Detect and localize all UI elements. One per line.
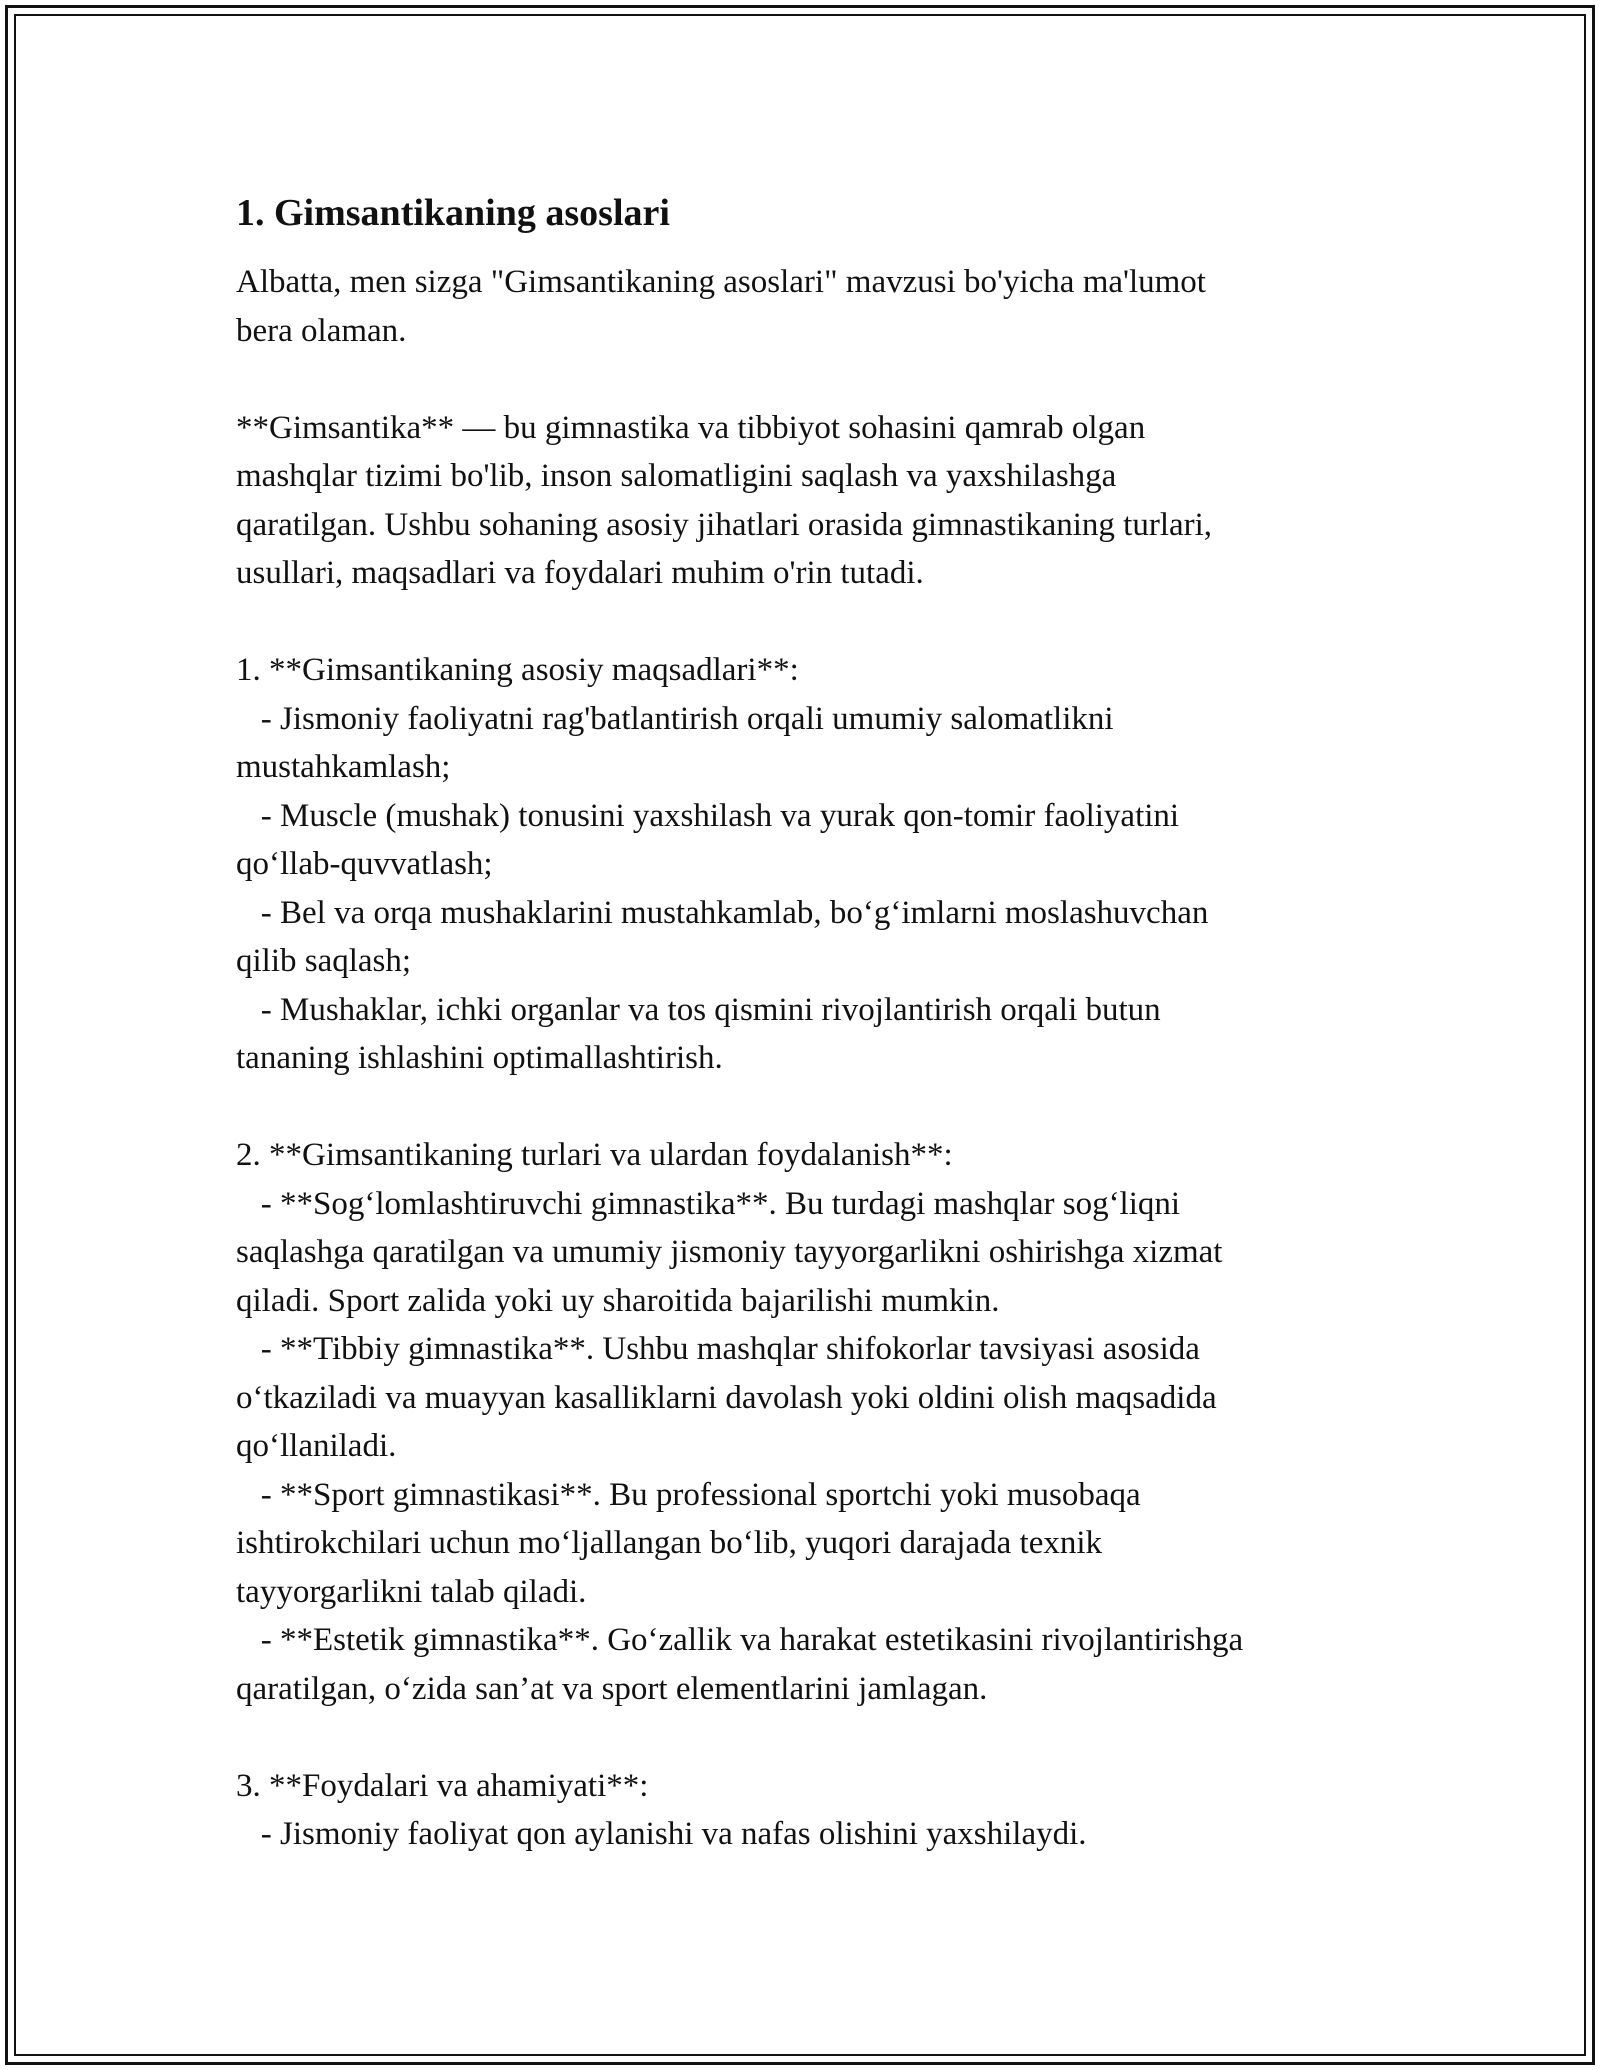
paragraph-gap [236, 355, 1366, 404]
paragraph-gap [236, 1713, 1366, 1762]
section-benefits: 3. **Foydalari va ahamiyati**: - Jismoniy faoliyat qon aylanishi va nafas olishini yaxshilaydi. [236, 1767, 1087, 1852]
paragraph-gap [236, 1083, 1366, 1132]
section-types: 2. **Gimsantikaning turlari va ulardan foydalanish**: - **Sog‘lomlashtiruvchi gimnastika**. Bu turdagi mashqlar sog‘liqni saqlashga qaratilgan va umumiy jismoniy tayyorgarlikni oshirishga xizmat qiladi. Sport zalida yoki uy sharoitida bajarilishi mumkin. - **Tibbiy gimnastika**. Ushbu mashqlar shifokorlar tavsiyasi asosida o‘tkaziladi va muayyan kasalliklarni davolash yoki oldini olish maqsadida qo‘llaniladi. - **Sport gimnastikasi**. Bu professional sportchi yoki musobaqa ishtirokchilari uchun mo‘ljallangan bo‘lib, yuqori darajada texnik tayyorgarlikni talab qiladi. - **Estetik gimnastika**. Go‘zallik va harakat estetikasini rivojlantirishga qaratilgan, o‘zida san’at va sport elementlarini jamlagan. [236, 1137, 1244, 1707]
intro-paragraph: Albatta, men sizga "Gimsantikaning asoslari" mavzusi bo'yicha ma'lumot bera olaman. [236, 264, 1206, 349]
definition-paragraph: **Gimsantika** — bu gimnastika va tibbiyot sohasini qamrab olgan mashqlar tizimi bo'lib, inson salomatligini saqlash va yaxshilashga qaratilgan. Ushbu sohaning asosiy jihatlari orasida gimnastikaning turlari, usullari, maqsadlari va foydalari muhim o'rin tutadi. [236, 409, 1213, 591]
paragraph-gap [236, 598, 1366, 647]
document-body [236, 186, 1366, 1859]
section-goals: 1. **Gimsantikaning asosiy maqsadlari**: - Jismoniy faoliyatni rag'batlantirish orqali umumiy salomatlikni mustahkamlash; - Muscle (mushak) tonusini yaxshilash va yurak qon-tomir faoliyatini qo‘llab-quvvatlash; - Bel va orqa mushaklarini mustahkamlab, bo‘g‘imlarni moslashuvchan qilib saqlash; - Mushaklar, ichki organlar va tos qismini rivojlantirish orqali butun tananing ishlashini optimallashtirish. [236, 652, 1209, 1076]
document-title: 1. Gimsantikaning asoslari [236, 192, 670, 234]
